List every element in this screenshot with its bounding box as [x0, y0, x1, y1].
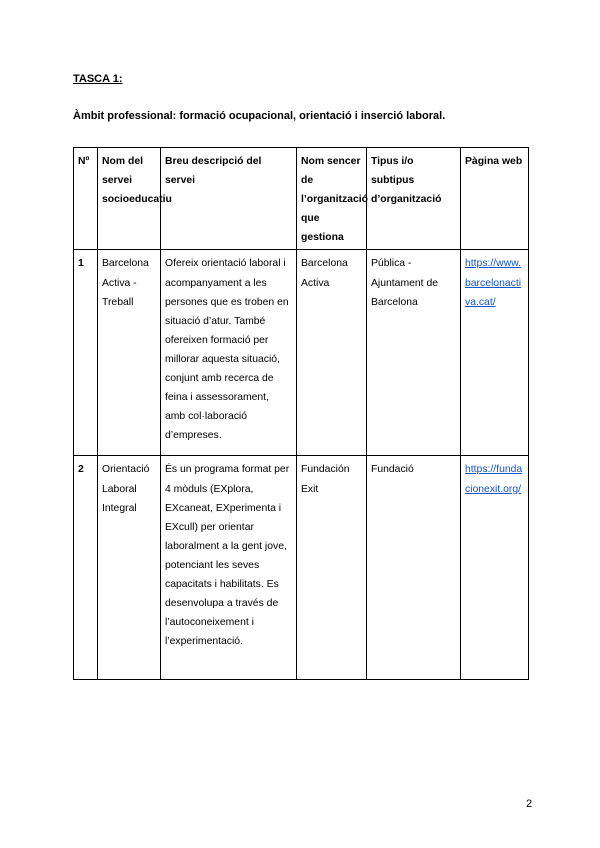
header-service-name: Nom del servei socioeducatiu	[98, 148, 161, 250]
row-number: 2	[74, 456, 98, 680]
website-link[interactable]: https://www.barcelonactiva.cat/	[465, 258, 522, 308]
header-description: Breu descripció del servei	[161, 148, 297, 250]
organization-type: Fundació	[367, 456, 461, 680]
organization-type: Pública - Ajuntament de Barcelona	[367, 250, 461, 456]
header-website: Pàgina web	[461, 148, 529, 250]
header-organization: Nom sencer de l’organització que gestiona	[297, 148, 367, 250]
organization-name: Barcelona Activa	[297, 250, 367, 456]
organization-name: Fundación Exit	[297, 456, 367, 680]
service-name: Orientació Laboral Integral	[98, 456, 161, 680]
table-header-row	[74, 148, 529, 250]
services-table	[73, 147, 529, 680]
website-link[interactable]: https://fundacionexit.org/	[465, 464, 523, 495]
service-description: Ofereix orientació laboral i acompanyament a les persones que es troben en situació d’atur. També ofereixen formació per millorar aquesta situació, conjunt amb recerca de feina i assessorament, amb col·laboració d’empreses.	[161, 250, 297, 456]
page-number: 2	[526, 798, 533, 810]
section-heading: Àmbit professional: formació ocupacional, orientació i inserció laboral.	[73, 110, 446, 122]
header-organization-type: Tipus i/o subtipus d’organització	[367, 148, 461, 250]
table-row	[74, 456, 529, 680]
service-name: Barcelona Activa - Treball	[98, 250, 161, 456]
table-row	[74, 250, 529, 456]
header-number: Nº	[74, 148, 98, 250]
task-title: TASCA 1:	[73, 73, 123, 85]
service-description: És un programa format per 4 mòduls (EXplora, EXcaneat, EXperimenta i EXcull) per orientar laboralment a la gent jove, potenciant les seves capacitats i habilitats. Es desenvolupa a través de l’autoconeixement i l’experimentació.	[161, 456, 297, 680]
row-number: 1	[74, 250, 98, 456]
